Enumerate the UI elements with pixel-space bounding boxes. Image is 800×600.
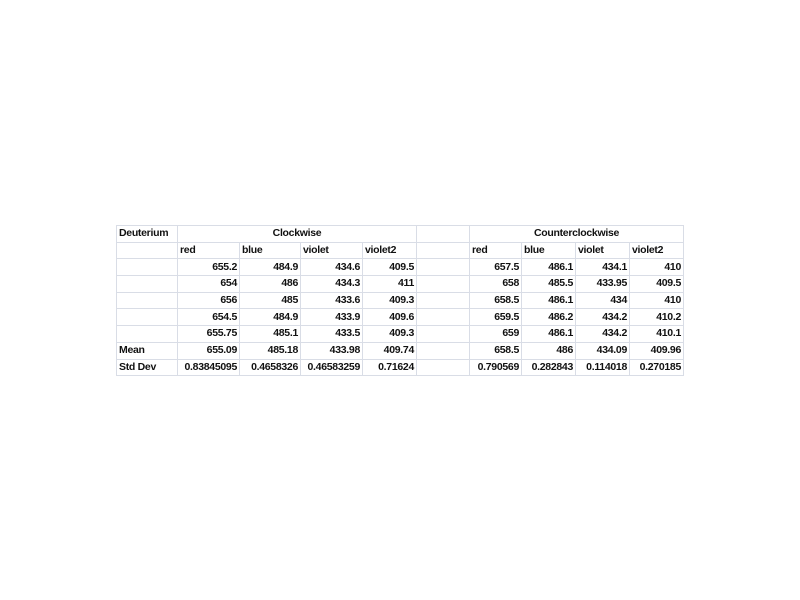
data-cell: 658	[470, 276, 522, 293]
data-cell: 434.2	[576, 309, 630, 326]
data-cell: 410	[630, 259, 684, 276]
data-cell: 485.1	[240, 326, 301, 343]
mean-label: Mean	[117, 342, 178, 359]
stddev-cell: 0.114018	[576, 359, 630, 376]
data-cell: 486.1	[522, 259, 576, 276]
stddev-cell: 0.83845095	[178, 359, 240, 376]
mean-row	[117, 342, 684, 359]
col-header-violet2: violet2	[363, 242, 417, 259]
data-cell: 409.5	[363, 259, 417, 276]
data-cell: 654	[178, 276, 240, 293]
data-cell: 410.2	[630, 309, 684, 326]
data-cell: 485.5	[522, 276, 576, 293]
data-cell: 434.6	[301, 259, 363, 276]
stddev-cell: 0.790569	[470, 359, 522, 376]
data-cell: 657.5	[470, 259, 522, 276]
data-cell: 655.75	[178, 326, 240, 343]
deuterium-table	[116, 225, 684, 376]
table-row	[117, 309, 684, 326]
data-cell: 411	[363, 276, 417, 293]
stddev-cell: 0.282843	[522, 359, 576, 376]
stddev-cell: 0.46583259	[301, 359, 363, 376]
col-header-red: red	[178, 242, 240, 259]
data-cell: 433.95	[576, 276, 630, 293]
empty-cell	[117, 276, 178, 293]
data-cell: 409.6	[363, 309, 417, 326]
data-cell: 434.3	[301, 276, 363, 293]
mean-cell: 434.09	[576, 342, 630, 359]
mean-cell: 409.96	[630, 342, 684, 359]
stddev-label: Std Dev	[117, 359, 178, 376]
stddev-cell: 0.71624	[363, 359, 417, 376]
spacer-cell	[417, 242, 470, 259]
empty-cell	[117, 326, 178, 343]
header-row-groups	[117, 226, 684, 243]
mean-cell: 486	[522, 342, 576, 359]
col-header-violet: violet	[576, 242, 630, 259]
col-header-red: red	[470, 242, 522, 259]
spacer-cell	[417, 276, 470, 293]
spacer-cell	[417, 326, 470, 343]
spacer-cell	[417, 259, 470, 276]
stddev-cell: 0.4658326	[240, 359, 301, 376]
spacer-cell	[417, 309, 470, 326]
data-cell: 654.5	[178, 309, 240, 326]
table-row	[117, 276, 684, 293]
mean-cell: 485.18	[240, 342, 301, 359]
group-header-counterclockwise: Counterclockwise	[470, 226, 684, 243]
data-cell: 486.2	[522, 309, 576, 326]
spacer-cell	[417, 226, 470, 243]
mean-cell: 658.5	[470, 342, 522, 359]
data-cell: 433.9	[301, 309, 363, 326]
empty-cell	[117, 309, 178, 326]
table-row	[117, 326, 684, 343]
table-row	[117, 259, 684, 276]
data-cell: 434.1	[576, 259, 630, 276]
data-cell: 486	[240, 276, 301, 293]
data-cell: 434.2	[576, 326, 630, 343]
data-cell: 659.5	[470, 309, 522, 326]
data-cell: 484.9	[240, 259, 301, 276]
col-header-violet: violet	[301, 242, 363, 259]
col-header-blue: blue	[522, 242, 576, 259]
header-row-columns	[117, 242, 684, 259]
spacer-cell	[417, 342, 470, 359]
data-cell: 656	[178, 292, 240, 309]
empty-cell	[117, 292, 178, 309]
col-header-violet2: violet2	[630, 242, 684, 259]
stddev-cell: 0.270185	[630, 359, 684, 376]
data-cell: 409.5	[630, 276, 684, 293]
data-cell: 409.3	[363, 292, 417, 309]
mean-cell: 655.09	[178, 342, 240, 359]
mean-cell: 433.98	[301, 342, 363, 359]
data-cell: 485	[240, 292, 301, 309]
data-cell: 433.5	[301, 326, 363, 343]
empty-cell	[117, 242, 178, 259]
data-cell: 484.9	[240, 309, 301, 326]
stddev-row	[117, 359, 684, 376]
data-cell: 658.5	[470, 292, 522, 309]
table-row	[117, 292, 684, 309]
col-header-blue: blue	[240, 242, 301, 259]
spacer-cell	[417, 292, 470, 309]
data-cell: 486.1	[522, 292, 576, 309]
data-cell: 410	[630, 292, 684, 309]
group-header-clockwise: Clockwise	[178, 226, 417, 243]
data-cell: 659	[470, 326, 522, 343]
data-cell: 433.6	[301, 292, 363, 309]
empty-cell	[117, 259, 178, 276]
table-title-cell: Deuterium	[117, 226, 178, 243]
data-cell: 486.1	[522, 326, 576, 343]
spacer-cell	[417, 359, 470, 376]
mean-cell: 409.74	[363, 342, 417, 359]
data-cell: 434	[576, 292, 630, 309]
data-cell: 409.3	[363, 326, 417, 343]
data-cell: 410.1	[630, 326, 684, 343]
data-cell: 655.2	[178, 259, 240, 276]
